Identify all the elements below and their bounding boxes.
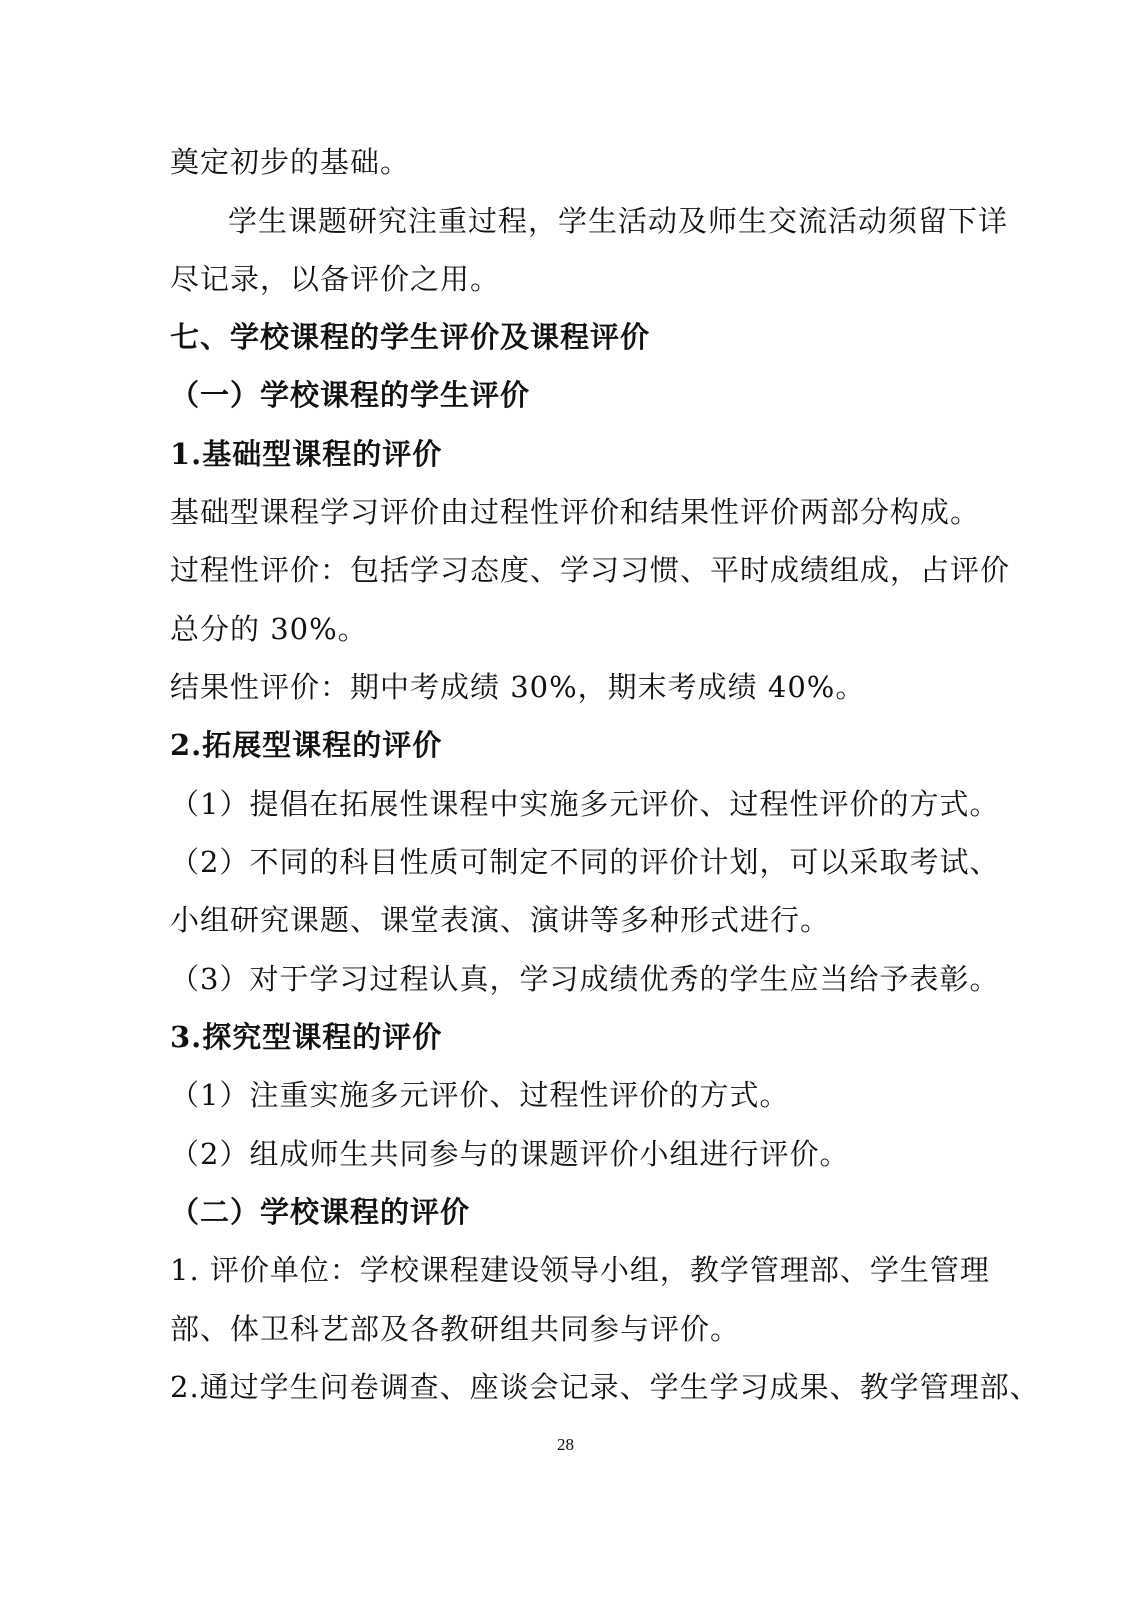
paragraph-result-evaluation: 结果性评价：期中考成绩 30%，期末考成绩 40%。 bbox=[170, 670, 866, 704]
paragraph-evaluation-unit: 1. 评价单位：学校课程建设领导小组，教学管理部、学生管理 bbox=[170, 1253, 990, 1287]
paragraph-process-score-share: 总分的 30%。 bbox=[170, 612, 368, 646]
heading-basic-course-evaluation: 1.基础型课程的评价 bbox=[170, 437, 443, 471]
list-item-extended-1: （1）提倡在拓展性课程中实施多元评价、过程性评价的方式。 bbox=[170, 787, 1000, 821]
heading-extended-course-evaluation: 2.拓展型课程的评价 bbox=[170, 728, 443, 762]
subsection-heading-student-evaluation: （一）学校课程的学生评价 bbox=[170, 378, 531, 412]
page-number: 28 bbox=[557, 1435, 574, 1454]
list-item-inquiry-2: （2）组成师生共同参与的课题评价小组进行评价。 bbox=[170, 1137, 850, 1171]
paragraph-line-record-use: 尽记录，以备评价之用。 bbox=[170, 262, 501, 296]
paragraph-basic-course-composition: 基础型课程学习评价由过程性评价和结果性评价两部分构成。 bbox=[170, 495, 981, 529]
paragraph-process-evaluation: 过程性评价：包括学习态度、学习习惯、平时成绩组成，占评价 bbox=[170, 553, 1011, 587]
paragraph-line-foundation: 奠定初步的基础。 bbox=[170, 145, 411, 179]
paragraph-line-research-process: 学生课题研究注重过程，学生活动及师生交流活动须留下详 bbox=[228, 204, 1009, 238]
list-item-extended-2: （2）不同的科目性质可制定不同的评价计划，可以采取考试、 bbox=[170, 845, 1000, 879]
paragraph-evaluation-unit-continued: 部、体卫科艺部及各教研组共同参与评价。 bbox=[170, 1312, 741, 1346]
list-item-extended-2-continued: 小组研究课题、课堂表演、演讲等多种形式进行。 bbox=[170, 903, 831, 937]
paragraph-evaluation-methods: 2.通过学生问卷调查、座谈会记录、学生学习成果、教学管理部、 bbox=[170, 1370, 1040, 1404]
list-item-inquiry-1: （1）注重实施多元评价、过程性评价的方式。 bbox=[170, 1078, 790, 1112]
subsection-heading-course-evaluation: （二）学校课程的评价 bbox=[170, 1195, 471, 1229]
heading-inquiry-course-evaluation: 3.探究型课程的评价 bbox=[170, 1020, 443, 1054]
list-item-extended-3: （3）对于学习过程认真，学习成绩优秀的学生应当给予表彰。 bbox=[170, 962, 1000, 996]
section-heading-seven: 七、学校课程的学生评价及课程评价 bbox=[170, 320, 651, 354]
